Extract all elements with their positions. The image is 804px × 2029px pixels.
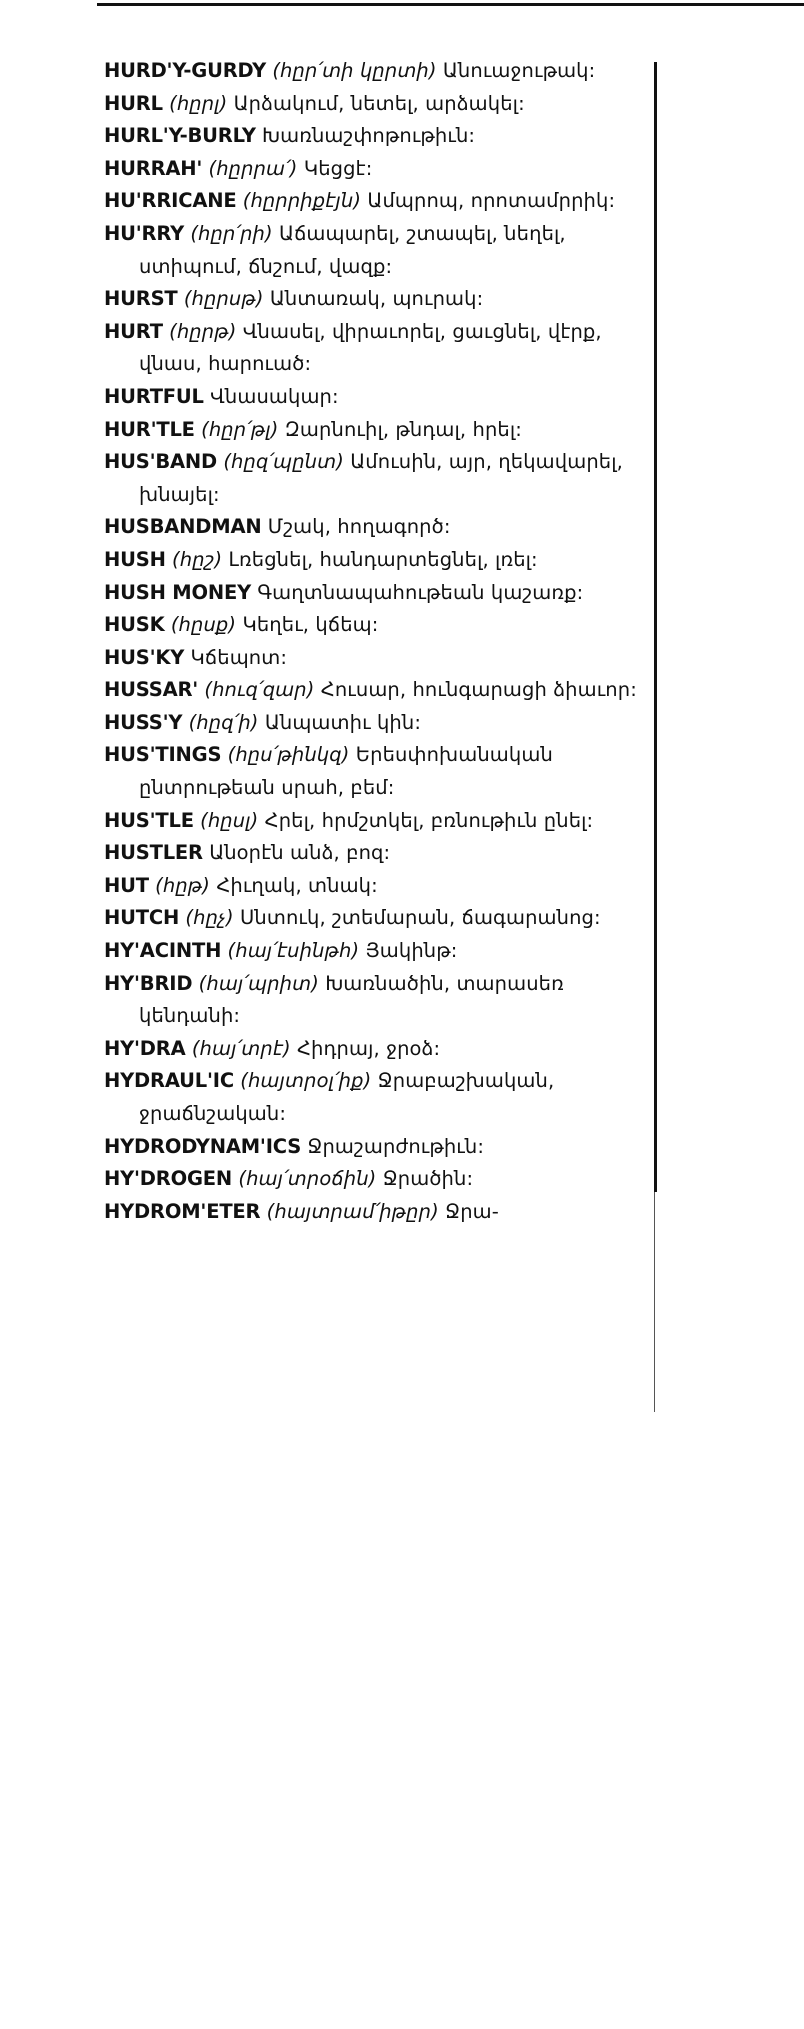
column-rule <box>654 62 657 1192</box>
pronunciation: (հըսլ) <box>200 808 259 832</box>
pronunciation: (հըսք) <box>170 613 237 637</box>
entry <box>104 837 652 870</box>
entry <box>104 902 652 935</box>
definition: Հրել, հրմշտկել, բռնութիւն ընել: <box>264 808 594 832</box>
definition: Անտառակ, պուրակ: <box>269 287 484 311</box>
entry <box>104 218 652 283</box>
definition: Ջրաշարժութիւն: <box>307 1134 485 1158</box>
column-rule-faint <box>654 1192 655 1412</box>
pronunciation: (հըրթ) <box>169 319 237 343</box>
headword: HUSH MONEY <box>104 580 252 604</box>
pronunciation: (հըրլ) <box>169 91 228 115</box>
entry <box>104 1065 652 1130</box>
entry <box>104 544 652 577</box>
definition: Անօրէն անձ, բոզ: <box>209 841 391 865</box>
headword: HUS'KY <box>104 645 185 669</box>
entry <box>104 414 652 447</box>
pronunciation: (հըշ) <box>172 547 223 571</box>
pronunciation: (հայտրօլ՛իք) <box>240 1069 372 1093</box>
top-rule <box>97 3 804 6</box>
headword: HURL <box>104 91 163 115</box>
headword: HU'RRY <box>104 221 185 245</box>
entry <box>104 577 652 610</box>
headword: HUSS'Y <box>104 710 183 734</box>
pronunciation: (հուզ՛զար) <box>204 678 315 702</box>
pronunciation: (հայ՛տրէ) <box>191 1036 291 1060</box>
headword: HUR'TLE <box>104 417 195 441</box>
entry <box>104 642 652 675</box>
entry <box>104 446 652 511</box>
headword: HYDRAUL'IC <box>104 1069 234 1093</box>
definition: Ջրա- <box>445 1199 499 1223</box>
definition: Ջրաբաշխական, ջրաճնշական: <box>139 1069 555 1125</box>
pronunciation: (հըրսթ) <box>183 287 264 311</box>
pronunciation: (հըթ) <box>155 873 211 897</box>
headword: HUSH <box>104 547 166 571</box>
headword: HURL'Y-BURLY <box>104 124 256 148</box>
headword: HURRAH' <box>104 156 203 180</box>
entry <box>104 120 652 153</box>
definition: Խառնածին, տարասեռ կենդանի: <box>139 971 564 1028</box>
headword: HUSK <box>104 613 165 637</box>
entry <box>104 935 652 968</box>
pronunciation: (հըր՛րի) <box>190 221 273 245</box>
pronunciation: (հըրրա՛) <box>208 156 298 180</box>
pronunciation: (հըրրիքէյն) <box>242 189 362 213</box>
entry <box>104 381 652 414</box>
headword: HUSSAR' <box>104 678 199 702</box>
definition: Մշակ, հողագործ: <box>267 515 451 539</box>
definition: Կեցցէ: <box>303 156 373 180</box>
definition: Հիւղակ, տնակ: <box>216 873 378 897</box>
headword: HYDRODYNAM'ICS <box>104 1134 302 1158</box>
entry <box>104 609 652 642</box>
entry <box>104 1163 652 1196</box>
definition: Զարնուիլ, թնդալ, հրել: <box>284 417 522 441</box>
definition: Ամուսին, այր, ղեկավարել, խնայել: <box>139 450 623 506</box>
headword: HUS'TINGS <box>104 743 222 767</box>
headword: HUS'BAND <box>104 450 218 474</box>
entry <box>104 739 652 804</box>
entry <box>104 968 652 1033</box>
pronunciation: (հայ՛տրօճին) <box>238 1167 377 1191</box>
definition: Կեղեւ, կճեպ: <box>242 613 379 637</box>
entry <box>104 1196 652 1229</box>
definition: Լռեցնել, հանդարտեցնել, լռել: <box>228 547 538 571</box>
definition: Հուսար, հունգարացի ձիաւոր: <box>320 678 637 702</box>
headword: HURTFUL <box>104 384 204 408</box>
headword: HY'DRA <box>104 1036 186 1060</box>
definition: Վնասել, վիրաւորել, ցաւցնել, վէրք, վնաս, հարուած: <box>139 319 602 376</box>
pronunciation: (հըզ՛ի) <box>188 710 259 734</box>
headword: HUTCH <box>104 906 180 930</box>
pronunciation: (հայտրամ՛իթըր) <box>266 1199 439 1223</box>
entry <box>104 870 652 903</box>
entry <box>104 185 652 218</box>
entry <box>104 316 652 381</box>
definition: Վնասակար: <box>210 384 339 408</box>
entry <box>104 674 652 707</box>
headword: HY'DROGEN <box>104 1167 233 1191</box>
definition: Անպատիւ կին: <box>264 710 421 734</box>
definition: Հիդրայ, ջրօձ: <box>296 1036 441 1060</box>
headword: HUS'TLE <box>104 808 194 832</box>
entry <box>104 283 652 316</box>
entry <box>104 1033 652 1066</box>
pronunciation: (հըս՛թինկզ) <box>227 743 350 767</box>
definition: Երեսփոխանական ընտրութեան սրահ, բեմ: <box>139 743 553 800</box>
definition: Աճապարել, շտապել, նեղել, ստիպում, ճնշում, վազք: <box>139 221 566 278</box>
definition: Սնտուկ, շտեմարան, ճագարանոց: <box>240 906 601 930</box>
pronunciation: (հըզ՛պընտ) <box>223 450 344 474</box>
definition: Արձակում, նետել, արձակել: <box>233 91 525 115</box>
headword: HURD'Y-GURDY <box>104 59 267 82</box>
dictionary-column <box>104 55 652 1228</box>
pronunciation: (հայ՛պրիտ) <box>198 971 319 995</box>
entry <box>104 805 652 838</box>
pronunciation: (հըչ) <box>185 906 234 930</box>
headword: HURST <box>104 287 178 311</box>
definition: Խառնաշփոթութիւն: <box>262 124 476 148</box>
entry <box>104 707 652 740</box>
headword: HU'RRICANE <box>104 189 237 213</box>
headword: HUSBANDMAN <box>104 515 262 539</box>
definition: Գաղտնապահութեան կաշառք: <box>257 580 584 604</box>
entry <box>104 153 652 186</box>
definition: Ամպրոպ, որոտամրրիկ: <box>367 189 616 213</box>
entry <box>104 1131 652 1164</box>
entry <box>104 88 652 121</box>
definition: Կճեպոտ: <box>190 645 288 669</box>
headword: HY'BRID <box>104 971 193 995</box>
headword: HUT <box>104 873 149 897</box>
headword: HYDROM'ETER <box>104 1199 261 1223</box>
headword: HUSTLER <box>104 841 203 865</box>
pronunciation: (հըր՛տի կըրտի) <box>272 59 437 82</box>
definition: Անուաջութակ: <box>442 59 596 82</box>
definition: Ջրածին: <box>382 1167 474 1191</box>
pronunciation: (հըր՛թլ) <box>201 417 279 441</box>
headword: HURT <box>104 319 163 343</box>
definition: Յակինթ: <box>365 939 458 963</box>
headword: HY'ACINTH <box>104 939 222 963</box>
entry <box>104 511 652 544</box>
pronunciation: (հայ՛էսինթհ) <box>227 939 360 963</box>
entry <box>104 55 652 88</box>
